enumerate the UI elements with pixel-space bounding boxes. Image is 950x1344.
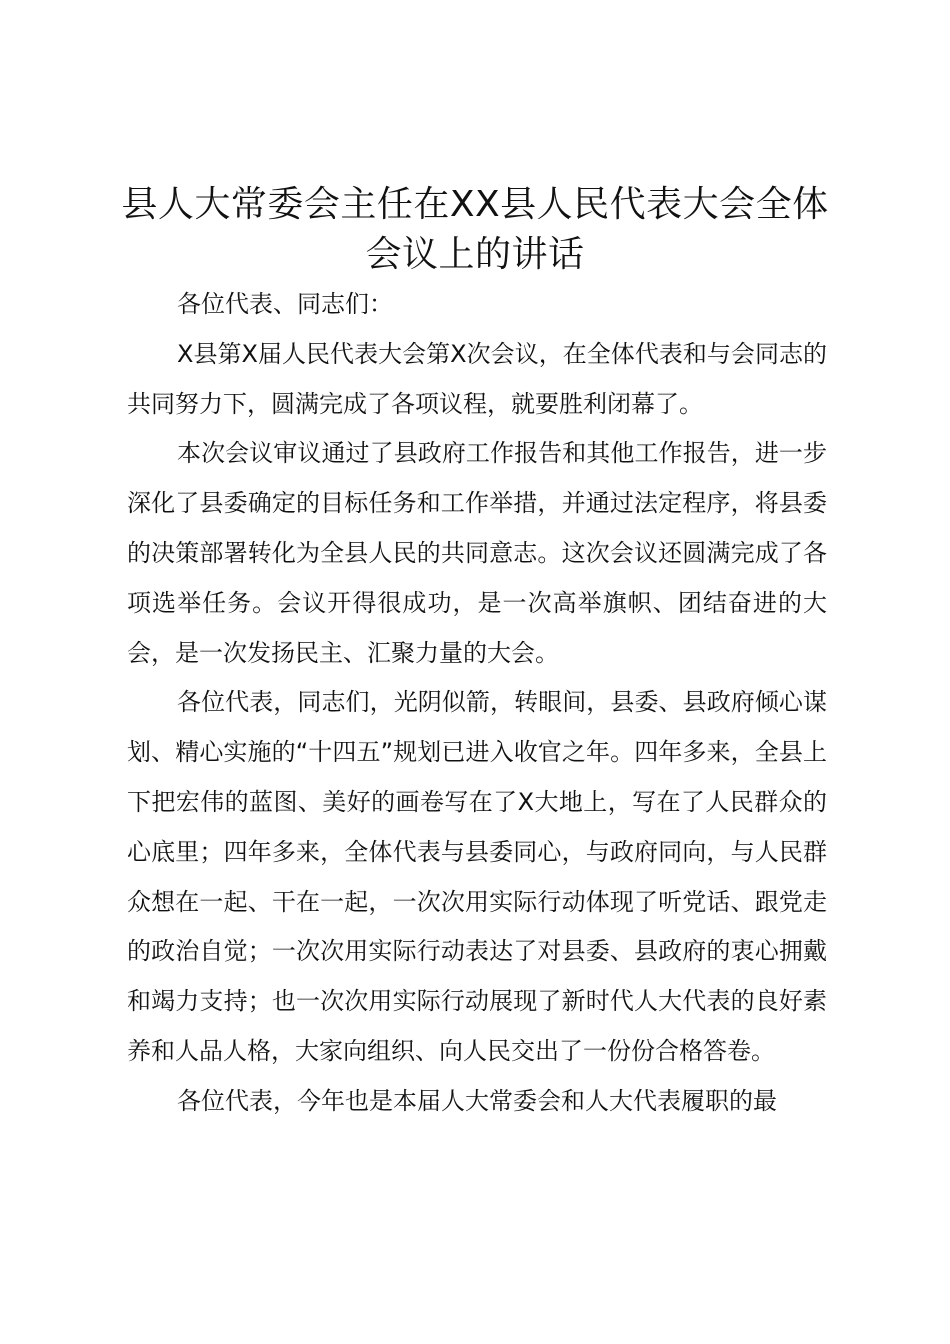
paragraph-3: 各位代表，同志们，光阴似箭，转眼间，县委、县政府倾心谋划、精心实施的“十四五”规划已进入收官之年。四年多来，全县上下把宏伟的蓝图、美好的画卷写在了X大地上，写在了人民群众的心底里；四年多来，全体代表与县委同心，与政府同向，与人民群众想在一起、干在一起，一次次用实际行动体现了听党话、跟党走的政治自觉；一次次用实际行动表达了对县委、县政府的衷心拥戴和竭力支持；也一次次用实际行动展现了新时代人大代表的良好素养和人品人格，大家向组织、向人民交出了一份份合格答卷。	[127, 688, 827, 1065]
paragraph-4: 各位代表，今年也是本届人大常委会和人大代表履职的最	[177, 1086, 777, 1115]
document-body	[127, 280, 827, 1127]
title-line-2: 会议上的讲话	[365, 234, 585, 275]
paragraph-1: X县第X届人民代表大会第X次会议，在全体代表和与会同志的共同努力下，圆满完成了各项议程，就要胜利闭幕了。	[127, 339, 827, 418]
salutation: 各位代表、同志们：	[177, 290, 393, 318]
paragraph-2: 本次会议审议通过了县政府工作报告和其他工作报告，进一步深化了县委确定的目标任务和工作举措，并通过法定程序，将县委的决策部署转化为全县人民的共同意志。这次会议还圆满完成了各项选举任务。会议开得很成功，是一次高举旗帜、团结奋进的大会，是一次发扬民主、汇聚力量的大会。	[127, 439, 827, 667]
title-line-1: 县人大常委会主任在XX县人民代表大会全体	[121, 184, 829, 225]
document-title	[90, 180, 860, 280]
